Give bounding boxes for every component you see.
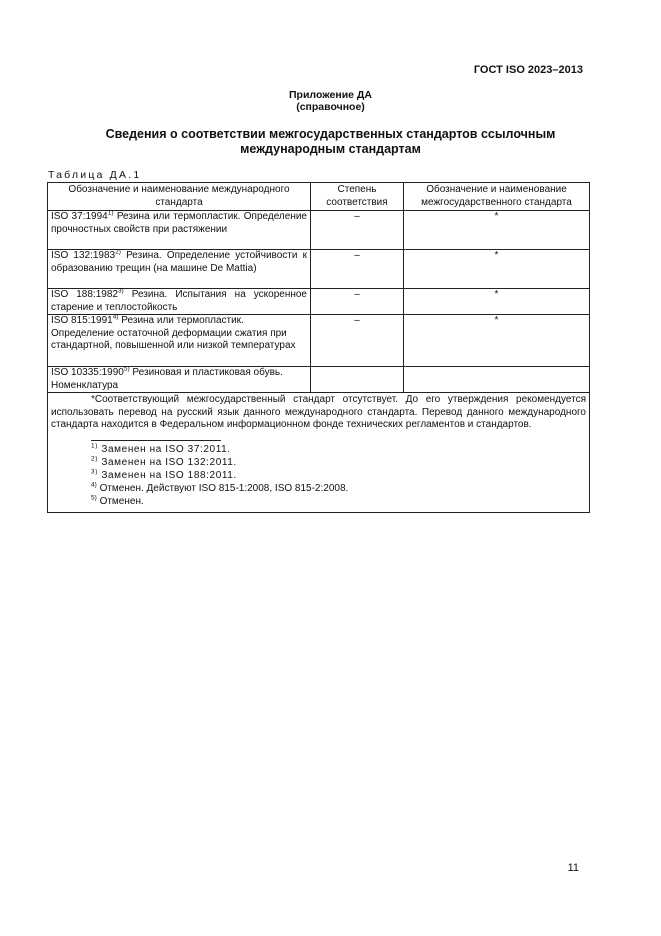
footnote-mark: 3) xyxy=(91,468,98,476)
standard-code: ISO 37:1994 xyxy=(51,211,108,222)
table-note-cell xyxy=(48,393,590,513)
footnote xyxy=(91,443,586,456)
footnote-text: Заменен на ISO 37:2011. xyxy=(101,443,231,455)
footnote-ref: 5) xyxy=(123,365,130,373)
standard-code: ISO 188:1982 xyxy=(51,289,118,300)
interstate-standard-cell: * xyxy=(404,289,590,315)
footnote-mark: 2) xyxy=(91,455,98,463)
standard-code: ISO 10335:1990 xyxy=(51,367,124,378)
standard-title: Резина. Определение устойчивости к образованию трещин (на машине De Mattia) xyxy=(51,250,307,274)
table-row xyxy=(48,289,590,315)
interstate-standard-cell: * xyxy=(404,250,590,289)
degree-cell: – xyxy=(311,250,404,289)
footnote xyxy=(91,495,586,508)
degree-cell: – xyxy=(311,289,404,315)
table-row xyxy=(48,367,590,393)
column-header-international: Обозначение и наименование международного стандарта xyxy=(48,183,311,211)
degree-cell: – xyxy=(311,211,404,250)
footnote xyxy=(91,482,586,495)
table-note: *Соответствующий межгосударственный стандарт отсутствует. До его утверждения рекомендуется использовать перевод на русский язык данного международного стандарта. Перевод данного международного стандарта находится в Федеральном информационном фонде технических регламентов и стандартов. xyxy=(51,394,586,430)
standard-title: Резина или термопластик. Определение прочностных свойств при растяжении xyxy=(51,211,307,235)
international-standard-cell xyxy=(48,211,311,250)
international-standard-cell xyxy=(48,367,311,393)
footnote xyxy=(91,469,586,482)
footnote-text: Отменен. xyxy=(99,495,144,507)
interstate-standard-cell: * xyxy=(404,315,590,367)
heading-line-1: Сведения о соответствии межгосударственных стандартов ссылочным xyxy=(105,127,556,141)
footnote-ref: 2) xyxy=(115,248,121,256)
page-number: 11 xyxy=(567,862,579,874)
footnote-text: Заменен на ISO 188:2011. xyxy=(101,469,237,481)
annex-subtitle: (справочное) xyxy=(296,101,365,113)
interstate-standard-cell xyxy=(404,367,590,393)
standard-code: ISO 815:1991 xyxy=(51,315,113,326)
standard-title: Резиновая и пластиковая обувь. Номенклатура xyxy=(51,367,283,391)
table-row xyxy=(48,315,590,367)
heading-line-2: международным стандартам xyxy=(240,142,421,156)
footnote-ref: 1) xyxy=(107,209,114,217)
footnote xyxy=(91,456,586,469)
table-row xyxy=(48,250,590,289)
correspondence-table xyxy=(47,182,590,513)
degree-cell: – xyxy=(311,315,404,367)
footnote-mark: 4) xyxy=(91,481,97,489)
footnote-ref: 3) xyxy=(117,287,124,295)
table-row xyxy=(48,211,590,250)
table-caption: Таблица ДА.1 xyxy=(48,169,142,181)
table-note-row xyxy=(48,393,590,513)
standard-title: Резина. Испытания на ускоренное старение и теплостойкость xyxy=(51,289,307,313)
international-standard-cell xyxy=(48,315,311,367)
table-header-row xyxy=(48,183,590,211)
annex-title: Приложение ДА xyxy=(289,89,372,101)
footnote-separator xyxy=(91,440,221,441)
column-header-interstate: Обозначение и наименование межгосударственного стандарта xyxy=(404,183,590,211)
footnote-mark: 1) xyxy=(91,442,98,450)
footnote-text: Заменен на ISO 132:2011. xyxy=(101,456,237,468)
standard-code: ГОСТ ISO 2023–2013 xyxy=(473,64,583,76)
degree-cell xyxy=(311,367,404,393)
footnote-ref: 4) xyxy=(112,313,119,321)
international-standard-cell xyxy=(48,250,311,289)
column-header-degree: Степень соответствия xyxy=(311,183,404,211)
standard-code: ISO 132:1983 xyxy=(51,250,116,261)
interstate-standard-cell: * xyxy=(404,211,590,250)
standard-title: Резина или термопластик. Определение остаточной деформации сжатия при стандартной, повышенной или низкой температурах xyxy=(51,315,296,351)
footnote-mark: 5) xyxy=(91,494,97,502)
international-standard-cell xyxy=(48,289,311,315)
section-heading xyxy=(70,127,591,157)
footnote-text: Отменен. Действуют ISO 815-1:2008, ISO 815-2:2008. xyxy=(99,482,349,494)
